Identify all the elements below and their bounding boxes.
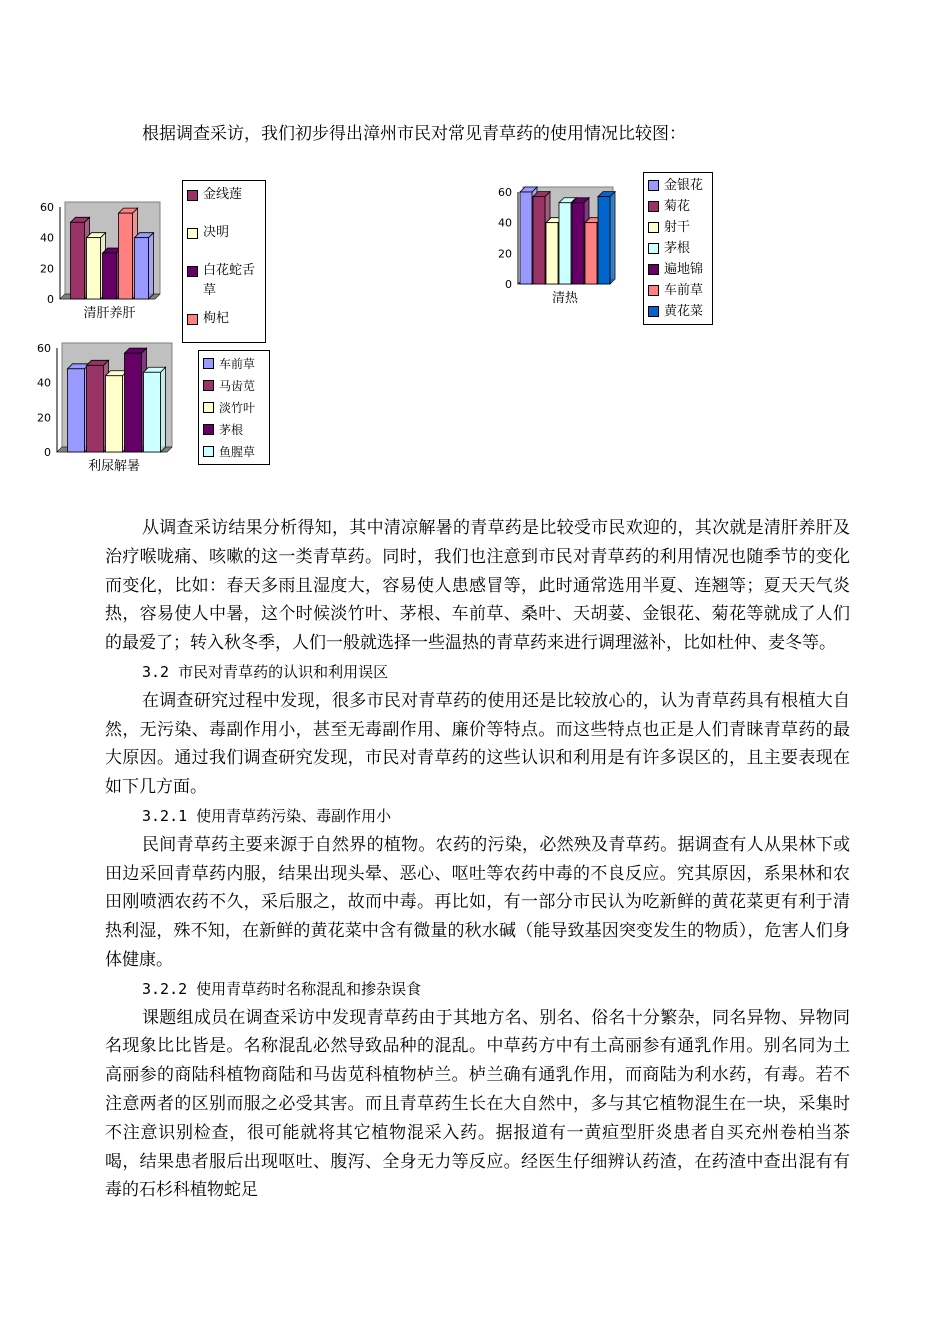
legend-swatch <box>648 180 659 191</box>
chart-liver <box>30 195 170 325</box>
section-heading: 3.2 市民对青草药的认识和利用误区 <box>142 662 389 681</box>
legend-item <box>648 280 708 301</box>
legend-label: 金银花 <box>664 178 704 193</box>
legend-swatch <box>187 190 198 201</box>
bar-2 <box>103 253 117 299</box>
legend-swatch <box>203 358 214 369</box>
category-label: 利尿解暑 <box>87 459 141 474</box>
y-tick-label: 40 <box>37 376 51 390</box>
y-tick-label: 0 <box>44 446 51 459</box>
legend-swatch <box>648 201 659 212</box>
bar-0 <box>71 222 85 299</box>
chart-heat-plot <box>490 180 620 310</box>
y-tick-label: 20 <box>498 247 512 261</box>
legend-swatch <box>187 228 198 239</box>
legend-item <box>187 185 261 205</box>
y-tick-label: 40 <box>40 231 54 245</box>
legend-item <box>203 375 265 397</box>
legend-label: 遍地锦 <box>664 262 704 277</box>
y-tick-label: 60 <box>37 342 51 355</box>
chart-heat <box>490 180 620 310</box>
legend-item <box>648 175 708 196</box>
y-tick-label: 20 <box>37 411 51 425</box>
chart-diuretic <box>25 338 185 478</box>
legend-swatch <box>187 314 198 325</box>
legend-label: 鱼腥草 <box>219 445 256 459</box>
bar-1 <box>87 365 104 452</box>
legend-label: 马齿苋 <box>219 379 256 393</box>
y-tick-label: 0 <box>505 278 512 291</box>
chart-diuretic-legend <box>198 350 270 465</box>
legend-swatch <box>648 243 659 254</box>
bar-2 <box>546 223 558 284</box>
legend-item <box>187 223 261 243</box>
legend-item <box>648 196 708 217</box>
legend-label: 射干 <box>664 220 691 235</box>
y-tick-label: 60 <box>40 201 54 214</box>
bar-5 <box>585 223 597 284</box>
paragraph: 民间青草药主要来源于自然界的植物。农药的污染，必然殃及青草药。据调查有人从果林下或田边采回青草药内服，结果出现头晕、恶心、呕吐等农药中毒的不良反应。究其原因，系果林和农田刚喷洒农药不久，采后服之，故而中毒。再比如，有一部分市民认为吃新鲜的黄花菜更有利于清热利湿，殊不知，在新鲜的黄花菜中含有微量的秋水碱（能导致基因突变发生的物质），危害人们身体健康。 <box>105 834 850 970</box>
paragraph: 在调查研究过程中发现，很多市民对青草药的使用还是比较放心的，认为青草药具有根植大自然，无污染、毒副作用小，甚至无毒副作用、廉价等特点。而这些特点也正是人们青睐青草药的最大原因。通过我们调查研究发现，市民对青草药的这些认识和利用是有许多误区的，且主要表现在如下几方面。 <box>105 690 850 798</box>
legend-swatch <box>203 402 214 413</box>
chart-liver-plot <box>30 195 170 325</box>
bar-0 <box>68 369 85 452</box>
bar-1 <box>87 238 101 299</box>
bar-1 <box>533 197 545 284</box>
legend-swatch <box>203 446 214 457</box>
bar-3 <box>119 213 133 299</box>
y-tick-label: 20 <box>40 262 54 276</box>
y-tick-label: 60 <box>498 186 512 199</box>
legend-item <box>203 353 265 375</box>
bar-3 <box>125 353 142 452</box>
section-heading: 3.2.2 使用青草药时名称混乱和掺杂误食 <box>142 979 422 998</box>
bar-side <box>149 233 154 299</box>
legend-item <box>203 441 265 463</box>
chart-diuretic-plot <box>25 338 185 478</box>
legend-swatch <box>203 424 214 435</box>
bar-4 <box>135 238 149 299</box>
legend-item <box>648 301 708 322</box>
legend-item <box>648 217 708 238</box>
legend-item <box>203 397 265 419</box>
legend-item <box>648 259 708 280</box>
bar-4 <box>144 372 161 452</box>
body-text <box>105 514 850 1205</box>
paragraph: 从调查采访结果分析得知，其中清凉解暑的青草药是比较受市民欢迎的，其次就是清肝养肝及治疗喉咙痛、咳嗽的这一类青草药。同时，我们也注意到市民对青草药的利用情况也随季节的变化而变化，比如：春天多雨且湿度大，容易使人患感冒等，此时通常选用半夏、连翘等；夏天天气炎热，容易使人中暑，这个时候淡竹叶、茅根、车前草、桑叶、天胡荽、金银花、菊花等就成了人们的最爱了；转入秋冬季，人们一般就选择一些温热的青草药来进行调理滋补，比如杜仲、麦冬等。 <box>105 518 850 654</box>
legend-label: 菊花 <box>664 199 691 214</box>
legend-label: 决明 <box>203 225 230 240</box>
bar-0 <box>520 192 532 284</box>
bar-side <box>161 367 166 452</box>
legend-label: 淡竹叶 <box>219 401 256 415</box>
category-label: 清热 <box>551 291 579 306</box>
bar-2 <box>106 376 123 452</box>
legend-label: 黄花菜 <box>664 304 704 319</box>
chart-liver-legend <box>182 180 266 343</box>
y-tick-label: 40 <box>498 216 512 230</box>
legend-item <box>203 419 265 441</box>
legend-item <box>187 261 261 301</box>
y-tick-label: 0 <box>47 293 54 306</box>
legend-label: 金线莲 <box>203 187 243 202</box>
legend-label: 枸杞 <box>203 311 230 326</box>
legend-swatch <box>187 266 198 277</box>
legend-label: 茅根 <box>664 241 691 256</box>
legend-label: 茅根 <box>219 423 244 437</box>
intro-text: 根据调查采访，我们初步得出漳州市民对常见青草药的使用情况比较图： <box>142 124 686 144</box>
chart-heat-legend <box>643 172 713 325</box>
legend-label: 车前草 <box>219 357 256 371</box>
legend-item <box>187 309 261 329</box>
bar-side <box>610 192 615 284</box>
bar-4 <box>572 203 584 284</box>
legend-swatch <box>203 380 214 391</box>
legend-swatch <box>648 306 659 317</box>
section-heading: 3.2.1 使用青草药污染、毒副作用小 <box>142 806 392 825</box>
bar-3 <box>559 203 571 284</box>
bar-6 <box>598 197 610 284</box>
legend-swatch <box>648 222 659 233</box>
legend-label: 白花蛇舌草 <box>203 263 256 298</box>
paragraph: 课题组成员在调查采访中发现青草药由于其地方名、别名、俗名十分繁杂，同名异物、异物同名现象比比皆是。名称混乱必然导致品种的混乱。中草药方中有土高丽参有通乳作用。别名同为土高丽参的商陆科植物商陆和马齿苋科植物栌兰。栌兰确有通乳作用，而商陆为利水药，有毒。若不注意两者的区别而服之必受其害。而且青草药生长在大自然中，多与其它植物混生在一块，采集时不注意识别检查，很可能就将其它植物混采入药。据报道有一黄疸型肝炎患者自买充州卷柏当茶喝，结果患者服后出现呕吐、腹泻、全身无力等反应。经医生仔细辨认药渣，在药渣中查出混有有毒的石杉科植物蛇足 <box>105 1007 850 1201</box>
legend-item <box>648 238 708 259</box>
legend-label: 车前草 <box>664 283 704 298</box>
legend-swatch <box>648 264 659 275</box>
category-label: 清肝养肝 <box>83 306 136 321</box>
legend-swatch <box>648 285 659 296</box>
